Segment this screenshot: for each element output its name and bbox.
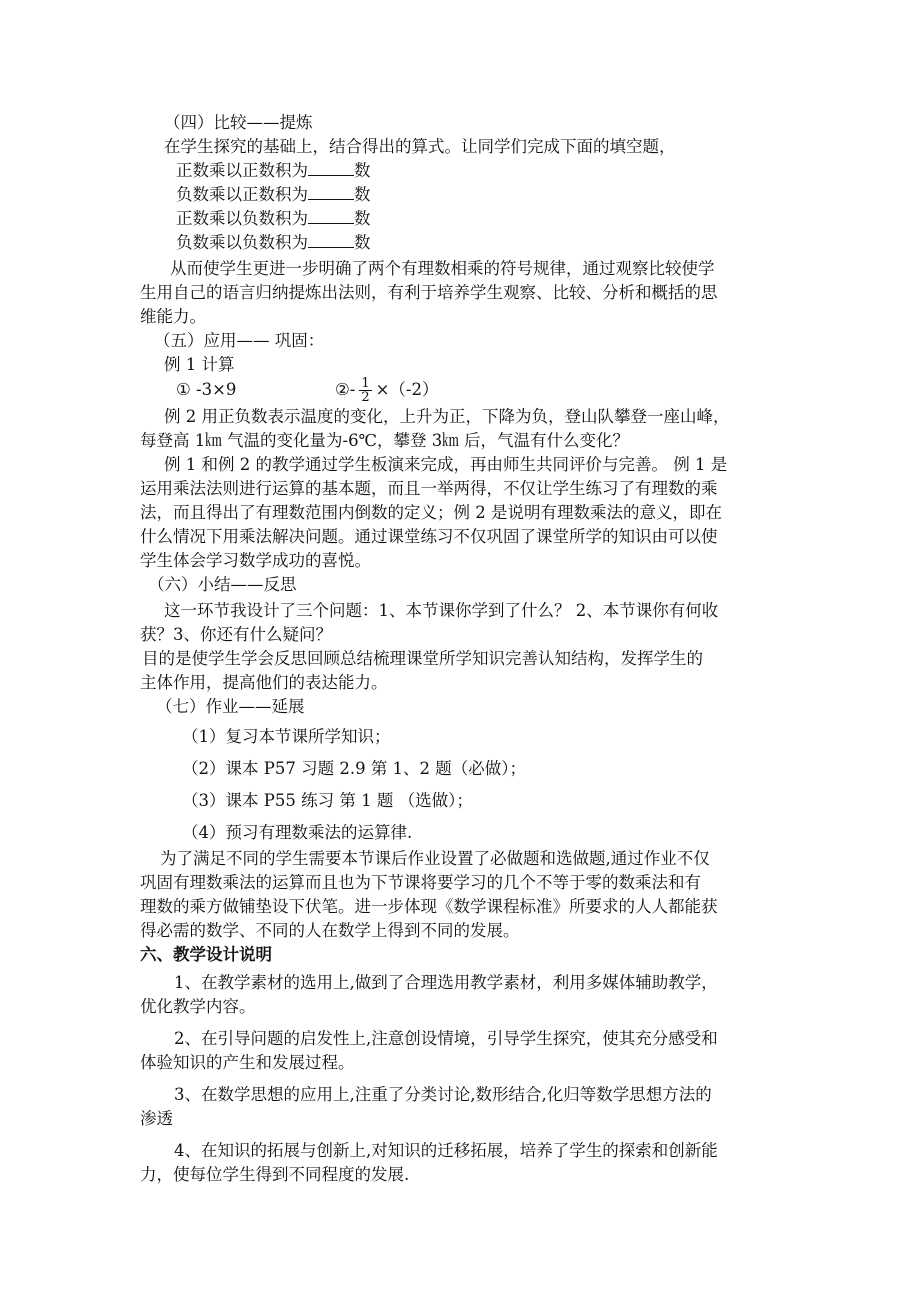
design-note-line: 体验知识的产生和发展过程。 bbox=[140, 1053, 355, 1072]
expr-a: ① -3×9 bbox=[176, 380, 237, 399]
example-1-title: 例 1 计算 bbox=[164, 355, 235, 374]
design-note-line: 优化教学内容。 bbox=[140, 997, 256, 1016]
example-1-exprs bbox=[176, 376, 826, 404]
paragraph-line: 什么情况下用乘法解决问题。通过课堂练习不仅巩固了课堂所学的知识由可以使 bbox=[140, 527, 718, 546]
expr-b-prefix: ②- bbox=[334, 380, 356, 399]
homework-item: （2）课本 P57 习题 2.9 第 1、2 题（必做）； bbox=[182, 759, 527, 778]
section-5-heading: （五）应用—— 巩固： bbox=[154, 331, 325, 350]
paragraph-line: 例 1 和例 2 的教学通过学生板演来完成，再由师生共同评价与完善。 例 1 是 bbox=[164, 455, 728, 474]
fill-line: 正数乘以负数积为 数 bbox=[176, 209, 371, 228]
homework-item: （3）课本 P55 练习 第 1 题 （选做）； bbox=[182, 791, 473, 810]
design-note-line: 4、在知识的拓展与创新上,对知识的迁移拓展，培养了学生的探索和创新能 bbox=[174, 1141, 718, 1160]
paragraph-line: 生用自己的语言归纳提炼出法则，有利于培养学生观察、比较、分析和概括的思 bbox=[140, 283, 718, 302]
section-7-heading: （七）作业——延展 bbox=[156, 697, 305, 716]
design-note-line: 渗透 bbox=[140, 1109, 173, 1128]
expr-b-suffix: ×（-2） bbox=[375, 380, 439, 399]
design-note-line: 3、在数学思想的应用上,注重了分类讨论,数形结合,化归等数学思想方法的 bbox=[174, 1085, 712, 1104]
fraction-one-half: $\frac{1}{2}$ bbox=[361, 376, 370, 404]
paragraph-line: 法，而且得出了有理数范围内倒数的定义；例 2 是说明有理数乘法的意义，即在 bbox=[140, 503, 722, 522]
paragraph-line: 获？3、你还有什么疑问？ bbox=[140, 625, 332, 644]
design-note-line: 1、在教学素材的选用上,做到了合理选用教学素材，利用多媒体辅助教学， bbox=[174, 973, 718, 992]
homework-item: （4）预习有理数乘法的运算律. bbox=[182, 823, 413, 842]
paragraph-line: 运用乘法法则进行运算的基本题，而且一举两得，不仅让学生练习了有理数的乘 bbox=[140, 479, 718, 498]
example-2-line: 每登高 1㎞ 气温的变化量为-6℃，攀登 3㎞ 后，气温有什么变化？ bbox=[140, 431, 630, 450]
fill-line: 负数乘以正数积为 数 bbox=[176, 185, 371, 204]
paragraph-line: 这一环节我设计了三个问题：1、本节课你学到了什么？ 2、本节课你有何收 bbox=[164, 601, 719, 620]
example-2-line: 例 2 用正负数表示温度的变化，上升为正，下降为负，登山队攀登一座山峰， bbox=[164, 407, 730, 426]
paragraph-line: 维能力。 bbox=[140, 307, 206, 326]
paragraph-line: 为了满足不同的学生需要本节课后作业设置了必做题和选做题,通过作业不仅 bbox=[160, 849, 710, 868]
paragraph-line: 学生体会学习数学成功的喜悦。 bbox=[140, 551, 371, 570]
paragraph-line: 从而使学生更进一步明确了两个有理数相乘的符号规律，通过观察比较使学 bbox=[170, 259, 715, 278]
paragraph-line: 得必需的数学、不同的人在数学上得到不同的发展。 bbox=[140, 921, 520, 940]
section-4-heading: （四）比较——提炼 bbox=[164, 113, 313, 132]
paragraph-line: 目的是使学生学会反思回顾总结梳理课堂所学知识完善认知结构，发挥学生的 bbox=[142, 649, 703, 668]
paragraph-line: 理数的乘方做铺垫设下伏笔。进一步体现《数学课程标准》所要求的人人都能获 bbox=[140, 897, 718, 916]
section-6-heading: （六）小结——反思 bbox=[148, 575, 297, 594]
design-note-line: 力，使每位学生得到不同程度的发展. bbox=[140, 1165, 410, 1184]
fill-line: 正数乘以正数积为 数 bbox=[176, 161, 371, 180]
paragraph-line: 主体作用，提高他们的表达能力。 bbox=[140, 673, 388, 692]
homework-item: （1）复习本节课所学知识； bbox=[182, 727, 391, 746]
section-4-intro: 在学生探究的基础上，结合得出的算式。让同学们完成下面的填空题， bbox=[164, 137, 676, 156]
section-heading-design-notes: 六、教学设计说明 bbox=[140, 945, 272, 964]
design-note-line: 2、在引导问题的启发性上,注意创设情境，引导学生探究，使其充分感受和 bbox=[174, 1029, 718, 1048]
fill-line: 负数乘以负数积为 数 bbox=[176, 233, 371, 252]
paragraph-line: 巩固有理数乘法的运算而且也为下节课将要学习的几个不等于零的数乘法和有 bbox=[140, 873, 701, 892]
